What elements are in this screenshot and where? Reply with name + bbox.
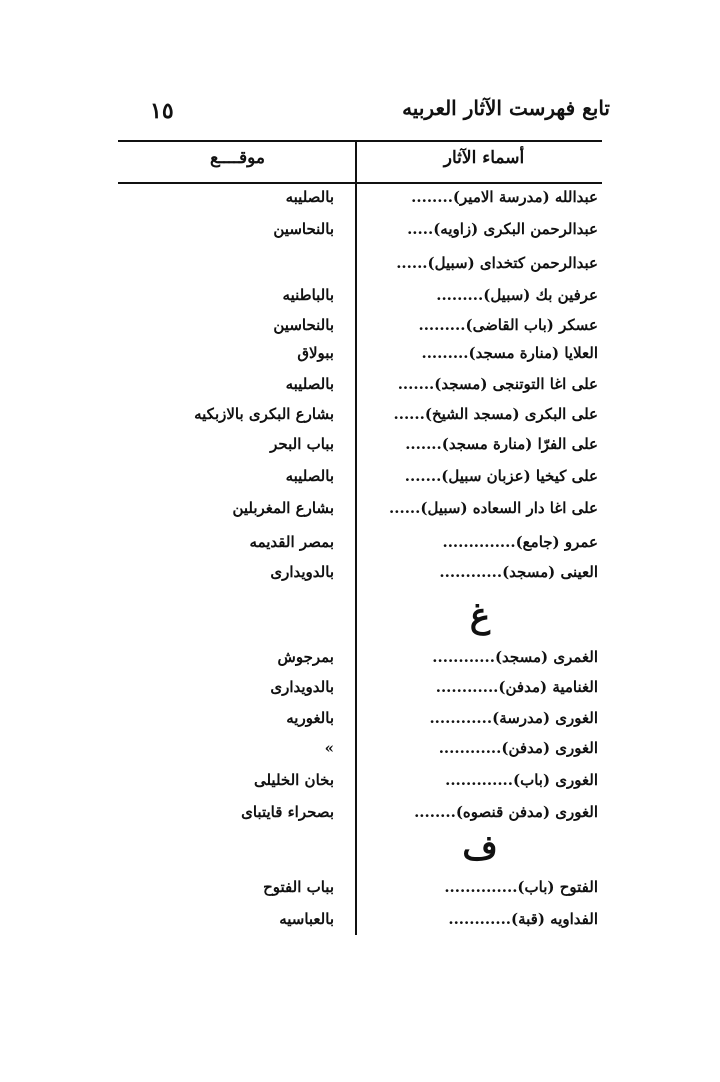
- monument-name: على كيخيا (عزبان سبيل).......: [404, 467, 598, 485]
- table-row: [0, 904, 720, 934]
- table-row: [0, 369, 720, 399]
- monument-location: بالباطنيه: [282, 286, 334, 304]
- monument-location: بخان الخليلى: [253, 771, 334, 789]
- table-row: [0, 733, 720, 763]
- table-row: [0, 703, 720, 733]
- monument-name: على اغا التوتنجى (مسجد).......: [397, 375, 598, 393]
- monument-name: عمرو (جامع)..............: [442, 533, 598, 551]
- monument-name: الغورى (مدفن قنصوه)........: [414, 803, 598, 821]
- table-row: [0, 461, 720, 491]
- monument-location: بمصر القديمه: [249, 533, 334, 551]
- section-letter-ghain: غ: [469, 596, 491, 636]
- monument-name: عسكر (باب القاضى).........: [418, 316, 598, 334]
- monument-location: بالصليبه: [285, 188, 334, 206]
- header-location: موقــــع: [210, 148, 265, 168]
- monument-name: الغنامية (مدفن)............: [435, 678, 598, 696]
- table-row: [0, 557, 720, 587]
- monument-location: بصحراء قايتباى: [241, 803, 334, 821]
- monument-location: بالدويدارى: [270, 563, 334, 581]
- monument-location: »: [324, 739, 334, 757]
- monument-location: بالنحاسين: [273, 316, 334, 334]
- monument-location: بالصليبه: [285, 467, 334, 485]
- table-row: [0, 797, 720, 827]
- table-row: [0, 872, 720, 902]
- monument-name: على اغا دار السعاده (سبيل)......: [389, 499, 598, 517]
- page-number: ١٥: [150, 98, 174, 124]
- monument-name: عرفين بك (سبيل).........: [436, 286, 598, 304]
- monument-name: العلايا (منارة مسجد).........: [421, 344, 598, 362]
- table-row: [0, 338, 720, 368]
- monument-location: بالنحاسين: [273, 220, 334, 238]
- monument-location: بالصليبه: [285, 375, 334, 393]
- monument-name: عبدالرحمن البكرى (زاويه).....: [407, 220, 598, 238]
- monument-location: بباب الفتوح: [263, 878, 334, 896]
- monument-location: بالغوريه: [286, 709, 334, 727]
- table-row: [0, 280, 720, 310]
- monument-name: الغورى (مدفن)............: [438, 739, 598, 757]
- monument-location: بمرجوش: [277, 648, 334, 666]
- monument-name: الغمرى (مسجد)............: [432, 648, 598, 666]
- table-row: [0, 672, 720, 702]
- monument-name: الغورى (مدرسة)............: [429, 709, 598, 727]
- monument-location: ببولاق: [297, 344, 334, 362]
- top-rule: [118, 140, 602, 142]
- table-row: [0, 493, 720, 523]
- header-names: أسماء الآثار: [443, 148, 525, 168]
- monument-name: على الفرّا (منارة مسجد).......: [405, 435, 598, 453]
- table-row: [0, 182, 720, 212]
- monument-name: الغورى (باب).............: [445, 771, 598, 789]
- table-row: [0, 429, 720, 459]
- monument-location: بالدويدارى: [270, 678, 334, 696]
- monument-name: العينى (مسجد)............: [439, 563, 598, 581]
- monument-location: بشارع البكرى بالازبكيه: [194, 405, 334, 423]
- table-row: [0, 642, 720, 672]
- monument-name: عبدالله (مدرسة الامير)........: [411, 188, 598, 206]
- monument-location: بالعباسيه: [279, 910, 334, 928]
- table-row: [0, 310, 720, 340]
- monument-location: بشارع المغربلين: [232, 499, 334, 517]
- monument-name: على البكرى (مسجد الشيخ)......: [393, 405, 598, 423]
- table-row: [0, 248, 720, 278]
- running-title: تابع فهرست الآثار العربيه: [402, 96, 610, 120]
- table-row: [0, 214, 720, 244]
- monument-name: الفداويه (قبة)............: [448, 910, 598, 928]
- table-row: [0, 527, 720, 557]
- section-letter-fa: ف: [462, 828, 498, 868]
- monument-name: عبدالرحمن كتخداى (سبيل)......: [396, 254, 598, 272]
- table-row: [0, 399, 720, 429]
- table-row: [0, 765, 720, 795]
- monument-location: بباب البحر: [270, 435, 334, 453]
- monument-name: الفتوح (باب)..............: [444, 878, 598, 896]
